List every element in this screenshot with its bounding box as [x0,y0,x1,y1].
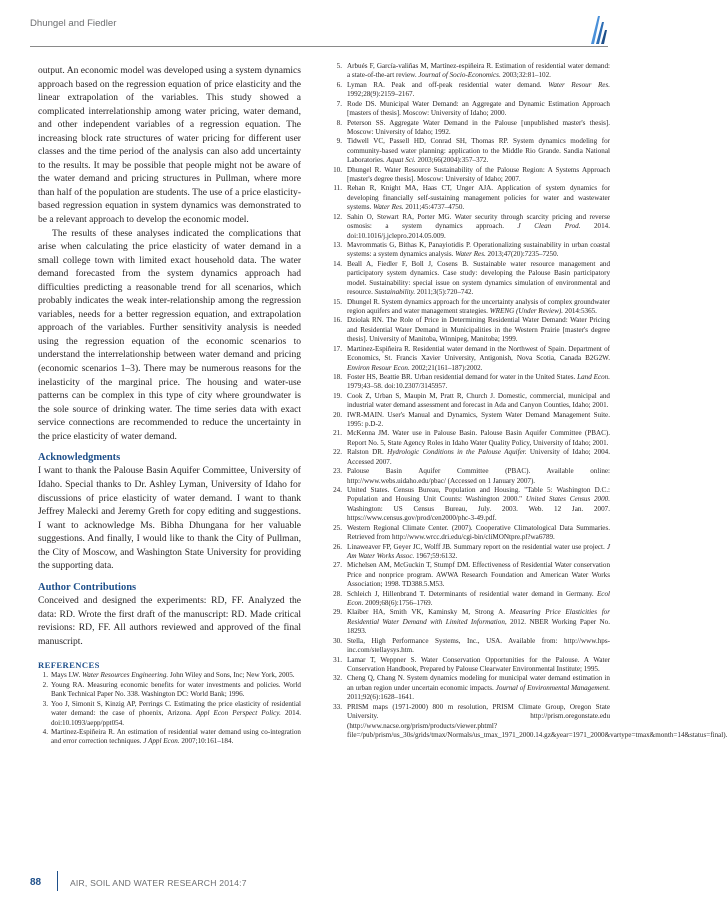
reference-number: 26. [333,542,342,551]
reference-item [330,392,610,411]
reference-source: Aquat Sci. [386,156,416,165]
left-column [38,64,301,747]
reference-details: 2014:5365. [562,306,597,315]
reference-item [330,345,610,373]
reference-number: 16. [333,316,342,325]
reference-item [330,100,610,119]
reference-item [330,590,610,609]
reference-item [330,119,610,138]
reference-source: Appl Econ Perspect Policy. [196,709,281,718]
reference-item [330,637,610,656]
reference-item [330,448,610,467]
reference-text: Lamar T, Weppner S. Water Conservation Opportunities for the Palouse. A Water Conservation Handbook, Prepared by Palouse Clearwater Environmental Institute; 1995. [347,655,610,673]
reference-text: Martinez-Espiñeira R. An estimation of residential water demand using co-integration and error correction techniques. [51,727,301,746]
reference-number: 33. [333,702,342,711]
reference-number: 24. [333,485,342,494]
reference-source: Water Resources Engineering. [82,671,169,680]
reference-details: University of Idaho; 2004. Accessed 2007. [347,448,611,466]
reference-text: Palouse Basin Aquifer Committee (PBAC). Available online: http://www.webs.uidaho.edu/pbac/ (Accessed on 1 January 2007). [347,467,610,485]
reference-number: 15. [333,297,342,306]
publisher-logo-icon [587,14,609,48]
reference-details: 2009;68(6):1756–1769. [363,599,433,608]
reference-item [330,411,610,430]
reference-source: Journal of Socio-Economics. [418,71,501,80]
reference-details: 2011;3(5):720–742. [415,288,474,297]
reference-details: 1967;59:6132. [414,551,458,560]
reference-text: Rode DS. Municipal Water Demand: an Aggregate and Dynamic Estimation Approach [masters of thesis]. Moscow: University of Idaho; 2000. [347,99,610,118]
reference-number: 12. [333,212,342,221]
reference-text: Michelsen AM, McGuckin T, Stumpf DM. Effectiveness of Residential Water conservation Price and nonprice program. AWWA Research Foundation and American Water Works Association; 1998. TD388.5.M53. [347,561,610,589]
reference-number: 7. [336,99,342,108]
reference-text: Lyman RA. Peak and off-peak residential water demand. [347,80,549,89]
reference-text: United States. Census Bureau, Population and Housing. "Table 5: Washington D.C.: Population and Housing Unit Counts: Washington 2000." [347,485,610,504]
reference-number: 11. [333,184,342,193]
page-number: 88 [30,877,42,888]
reference-item [330,486,610,524]
reference-text: Mays LW. [51,671,83,680]
reference-text: Stella, High Performance Systems, Inc., USA. Available from: http://www.hps-inc.com/stellaysys.htm. [347,636,610,655]
acknowledgments-heading: Acknowledgments [38,452,121,464]
reference-source: Hydrologic Conditions in the Palouse Aquifer. [387,448,527,457]
reference-text: Cheng Q, Chang N. System dynamics modeling for municipal water demand estimation in an urban region under uncertain economic impacts. [347,674,610,692]
header-rule [30,46,608,47]
reference-text: Young RA. Measuring economic benefits for water investments and policies. World Bank Technical Paper No. 338. Washington DC: World Bank; 1996. [51,680,301,699]
reference-number: 21. [333,429,342,438]
acknowledgments-text: I want to thank the Palouse Basin Aquifer Committee, University of Idaho. Special thanks to Dr. Ashley Lyman, University of Idaho for discussions of price elasticity of water demand. I want to thank Jeffrey Malecki and Jeremy Greth for copy editing and suggestions. I want to acknowledge Ms. Bibha Dhungana for her valuable suggestions. And finally, I would like to thank the City of Pullman, the City of Moscow, and Washington State University for providing the supporting data. [38,465,301,572]
reference-source: Measuring Price Elasticities for Residential Water Demand with Limited Information, [347,608,610,626]
reference-number: 5. [336,62,342,70]
reference-list-right [330,62,727,740]
reference-text: Yoo J, Simonit S, Kinzig AP, Perrings C. Estimating the price elasticity of residential water demand: the case of phoenix, Arizona. [51,699,301,718]
body-paragraph-1: output. An economic model was developed using a system dynamics approach based on the regression equation of price elasticity and the linear extrapolation of the variables. This study showed a complicated interrelationship among water pricing, water demand, and other independent variables of a regression equation. The increasing block rate structures of water pricing for different user classes and the time period of the analysis can also add uncertainty to the results. It may be possible that people might not be aware of the water demand and pricing structures in Pullman, where more than half of the population are students. The use of a price elasticity-based regression equation in system dynamics was demonstrated to be a relevant approach to develop the economic model. [38,65,301,226]
reference-item [330,561,610,589]
reference-number: 29. [333,608,342,617]
reference-number: 27. [333,561,342,570]
reference-source: Water Res. [373,203,404,212]
running-head: Dhungel and Fiedler [30,18,117,29]
reference-item [330,373,610,392]
reference-item [38,681,301,700]
reference-item [38,671,301,680]
reference-number: 8. [336,118,342,127]
author-contributions-text: Conceived and designed the experiments: RD, FF. Analyzed the data: RD. Wrote the first draft of the manuscript: RD. Made critical revisions: RD, FF. All authors reviewed and approved of the final manuscript. [38,595,301,647]
reference-item [330,524,610,543]
reference-number: 13. [333,241,342,250]
reference-source: Ecol Econ. [347,589,610,608]
reference-item [330,656,610,675]
reference-number: 32. [333,674,342,683]
reference-source: J Am Water Works Assoc. [347,542,610,560]
reference-number: 4. [42,727,48,736]
reference-item [330,702,727,741]
reference-source: J Appl Econ. [143,737,180,746]
reference-text: Cook Z, Urban S, Maupin M, Pratt R, Church J. Domestic, commercial, municipal and industrial water demand assessment and forecast in Ada and Canyon Counties, Idaho; 2001. [347,391,610,410]
author-contributions-heading: Author Contributions [38,582,137,594]
reference-item [330,213,610,241]
reference-item [330,429,610,448]
reference-text: PRISM maps (1971-2000) 800 m resolution, PRISM Climate Group, Oregon State University. http://prism.oregonstate.edu (http://www.nacse.org/prism/products/viewer.phtml?file=/pub/prism/us_30s/grids/tmax/Normals/us_tmax_1971_2000.14.gz&year=1971_2000&vartype=tmax&month=14&status=final). [347,702,727,739]
reference-details: 2014. doi:10.1016/j.jclepro.2014.05.009. [347,222,610,240]
reference-source: United States Census 2000. [525,495,611,504]
reference-details: 2011;45:4737–4750. [403,203,465,212]
reference-number: 6. [336,80,342,89]
reference-text: Mavrommatis G, Bithas K, Panayiotidis P. Operationalizing sustainability in urban coastal systems: a system dynamics analysis. [347,241,610,259]
reference-text: McKenna JM. Water use in Palouse Basin. Palouse Basin Aquifer Committee (PBAC). Report No. 5, State Agency Roles in Idaho Water Quality Policy, University of Idaho; 2001. [347,429,610,447]
reference-source: WRENG (Under Review). [489,306,563,315]
reference-item [330,467,610,486]
reference-item [330,62,610,81]
reference-details: 2007;10:161–184. [179,737,234,746]
reference-details: 2014. doi:10.1093/aepp/ppt054. [51,709,301,727]
journal-citation: AIR, SOIL AND WATER RESEARCH 2014:7 [70,878,247,888]
reference-text: IWR-MAIN. User's Manual and Dynamics, System Water Demand Management Suite. 1995: p.D-2. [347,410,610,429]
reference-details: 2013;47(20):7235–7250. [485,250,559,259]
footer-divider [57,871,58,891]
references-heading: REFERENCES [38,660,100,671]
reference-number: 22. [333,448,342,457]
reference-item [330,184,610,212]
body-paragraph-2: The results of these analyses indicated the complications that arise when calculating the price elasticity of water demand in a small college town with limited exact household data. The water demand forecasted from the system dynamics approach had difficulties predicting a reasonable trend for all scenarios, which probably indicates the weak inter-relationship among the regression variables, needs for a better regression equation, and extrapolation approach of the variables. Further sensitivity analysis is needed using the regression equation of the economic scenarios to understand the interrelationship between water demand and pricing (economic scenarios 1–3). There may be numerous reasons for the inelasticity of the marginal price. The housing and water-use patterns can be complex in this type of city where groundwater is the sole source of drinking water. The time series data with exact service connections are recommended to reduce the uncertainty in the price elasticity of water demand. [38,227,301,442]
reference-text: Dhungel R. Water Resource Sustainability of the Palouse Region: A Systems Approach [master's degree thesis]. Moscow: University of Idaho; 2007. [347,165,610,184]
reference-text: Arbués F, García-valiñas M, Martínez-espiñeira R. Estimation of residential water demand: a state-of-the-art review. [347,62,610,80]
reference-source: Water Resour Res. [548,80,610,89]
reference-text: Western Regional Climate Center. (2007). Cooperative Climatological Data Summaries. Retrieved from http://www.wrcc.dri.edu/cgi-bin/cliMONtpre.pl?wa6789. [347,523,610,542]
reference-number: 19. [333,391,342,400]
reference-details: 2002;21(161–187):2002. [409,363,483,372]
page-footer [30,877,608,893]
reference-text: Foster HS, Beattie BR. Urban residential demand for water in the United States. [347,372,578,381]
reference-item [330,166,610,185]
reference-text: Peterson SS. Aggregate Water Demand in the Palouse [unpublished master's thesis]. Moscow: University of Idaho; 1992. [347,118,610,136]
right-column [330,62,727,740]
reference-text: Ralston DR. [347,448,388,457]
reference-number: 25. [333,523,342,532]
reference-item [330,137,610,165]
reference-source: Journal of Environmental Management. [495,683,610,692]
reference-number: 28. [333,589,342,598]
reference-source: Sustainability. [374,288,416,297]
reference-text: Sahin O, Stewart RA, Porter MG. Water security through scarcity pricing and reverse osmosis: a system dynamics approach. [347,212,610,231]
reference-item [330,81,610,100]
reference-source: Environ Resour Econ. [347,363,410,372]
reference-number: 1. [42,671,48,680]
reference-text: Rehan R, Knight MA, Haas CT, Unger AJA. Application of system dynamics for developing financially self-sustaining management policies for water and wastewater systems. [347,184,610,212]
reference-text: Dhungel R. System dynamics approach for the uncertainty analysis of complex groundwater region aquifers and water management strategies. [347,297,610,315]
reference-list-left [38,671,301,746]
reference-item [38,700,301,728]
reference-number: 20. [333,410,342,419]
reference-number: 31. [333,655,342,664]
reference-number: 2. [42,680,48,689]
reference-item [38,728,301,747]
reference-details: 1979;43–58. doi:10.2307/3145957. [347,382,448,391]
reference-details: 2003;66(2004):357–372. [415,156,489,165]
reference-text: Dziolak RN. The Role of Price in Determining Residential Water Demand: Water Pricing and Residential Water Demand in Municipalities in the Western Prairie [master's degree thesis]. University of Manitoba, Winnipeg, Manitoba; 1999. [347,316,610,344]
reference-source: Water Res. [455,250,486,259]
reference-details: 2003;32:81–102. [500,71,551,80]
reference-details: 1992;28(9):2159–2167. [347,90,415,99]
reference-text: Beall A, Fiedler F, Boll J, Cosens B. Sustainable water resource management and participatory system dynamics. Case study: developing the Palouse Basin participatory model. Sustainability: special issue on system dynamics simulation of environmental and resource. [347,259,610,297]
reference-details: John Wiley and Sons, Inc; New York, 2005. [168,671,295,680]
reference-text: Klaiber HA, Smith VK, Kaminsky M, Strong A. [347,608,510,617]
reference-details: 2011;92(6):1628–1641. [347,693,415,702]
reference-number: 18. [333,372,342,381]
reference-number: 9. [336,137,342,146]
reference-number: 10. [333,165,342,174]
reference-details: Washington: US Census Bureau, July. 2003. Web. 12 Jan. 2007. https://www.census.gov/prod/cen2000/phc-3-49.pdf. [347,504,610,523]
reference-item [330,316,610,344]
reference-text: Tidwell VC, Passell HD, Conrad SH, Thomas RP. System dynamics modeling for community-based water planning: application to the Middle Rio Grande. Sandia National Laboratories. [347,137,610,165]
reference-text: Martinez-Espiñeira R. Residential water demand in the Northwest of Spain. Department of Economics, St. Francis Xavier University, Antigonish, Nova Scotia, Canada B2G2W. [347,344,610,363]
reference-number: 30. [333,636,342,645]
reference-item [330,674,610,702]
reference-item [330,241,610,260]
reference-number: 3. [42,699,48,708]
reference-item [330,543,610,562]
reference-number: 23. [333,467,342,476]
reference-item [330,608,610,636]
reference-text: Schleich J, Hillenbrand T. Determinants of residential water demand in Germany. [347,589,597,598]
reference-item [330,298,610,317]
reference-source: Land Econ. [577,372,610,381]
reference-text: Linaweaver FP, Geyer JC, Wolff JB. Summary report on the residential water use project. [347,542,607,551]
reference-number: 17. [333,344,342,353]
reference-item [330,260,610,298]
reference-number: 14. [333,259,342,268]
reference-source: J Clean Prod. [517,222,581,231]
reference-details: 2012. NBER Working Paper No. 18293. [347,617,610,636]
